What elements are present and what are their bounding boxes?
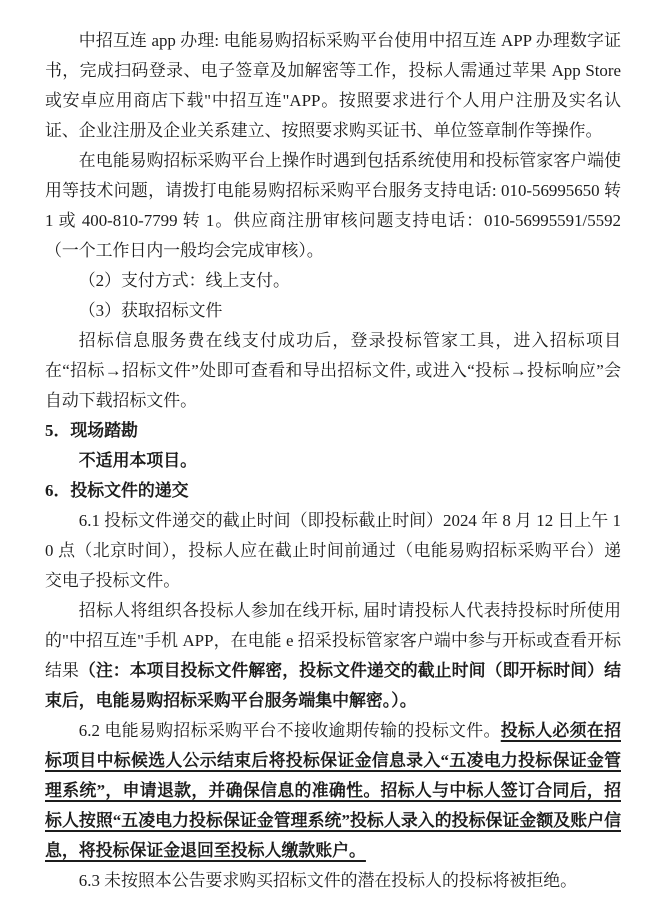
para-obtain-documents-title (45, 296, 621, 326)
text-segment: 中招互连 app 办理: 电能易购招标采购平台使用中招互连 APP 办理数字证书，完成扫码登录、电子签章及加解密等工作，投标人需通过苹果 App Store 或安卓应用商店下载"中招互连"APP。按照要求进行个人用户注册及实名认证、企业注册及企业关系建立、按照要求购买证书、单位签章制作等操作。 (45, 31, 621, 140)
text-segment: 6.3 未按照本公告要求购买招标文件的潜在投标人的投标将被拒绝。 (78, 871, 578, 890)
text-segment: 不适用本项目。 (78, 451, 198, 470)
text-segment: 招标信息服务费在线支付成功后，登录投标管家工具，进入招标项目在“招标→招标文件”处即可查看和导出招标文件, 或进入“投标→投标响应”会自动下载招标文件。 (45, 331, 621, 410)
text-segment: 6.1 投标文件递交的截止时间（即投标截止时间）2024 年 8 月 12 日上午 10 点（北京时间），投标人应在截止时间前通过（电能易购招标采购平台）递交电子投标文件。 (45, 511, 621, 590)
text-segment: 6．投标文件的递交 (45, 481, 189, 500)
para-payment-method (45, 266, 621, 296)
para-support-hotlines (45, 146, 621, 266)
para-site-visit-not-applicable (45, 446, 621, 476)
text-segment: 5．现场踏勘 (45, 421, 138, 440)
heading-bid-submission (45, 476, 621, 506)
document-body (45, 26, 621, 896)
text-segment: （2）支付方式：线上支付。 (78, 271, 290, 290)
text-segment: 在电能易购招标采购平台上操作时遇到包括系统使用和投标管家客户端使用等技术问题，请拨打电能易购招标采购平台服务支持电话: 010-56995650 转 1 或 400-810-7799 转 1。供应商注册审核问题支持电话：010-56995591/5592（一个工作日内一般均会完成审核）。 (45, 151, 621, 260)
para-online-bid-opening (45, 596, 621, 716)
para-obtain-documents-detail (45, 326, 621, 416)
heading-site-visit (45, 416, 621, 446)
text-segment: 6.2 电能易购招标采购平台不接收逾期传输的投标文件。 (78, 721, 501, 740)
text-segment: 投标人必须在招标项目中标候选人公示结束后将投标保证金信息录入“五凌电力投标保证金管理系统”，申请退款，并确保信息的准确性。招标人与中标人签订合同后，招标人按照“五凌电力投标保证金管理系统”投标人录入的投标保证金额及账户信息，将投标保证金退回至投标人缴款账户。 (45, 721, 621, 860)
text-segment: 招标人将组织各投标人参加在线开标, 届时请投标人代表持投标时所使用的"中招互连"手机 APP，在电能 e 招采投标管家客户端中参与开标或查看开标结果 (45, 601, 621, 680)
text-segment: （3）获取招标文件 (78, 301, 223, 320)
text-segment: （注：本项目投标文件解密，投标文件递交的截止时间（即开标时间）结束后，电能易购招标采购平台服务端集中解密。）。 (45, 661, 622, 710)
para-app-certificate-instructions (45, 26, 621, 146)
para-6-3-rejection (45, 866, 621, 896)
para-6-1-deadline (45, 506, 621, 596)
para-6-2-overdue-and-deposit (45, 716, 621, 866)
